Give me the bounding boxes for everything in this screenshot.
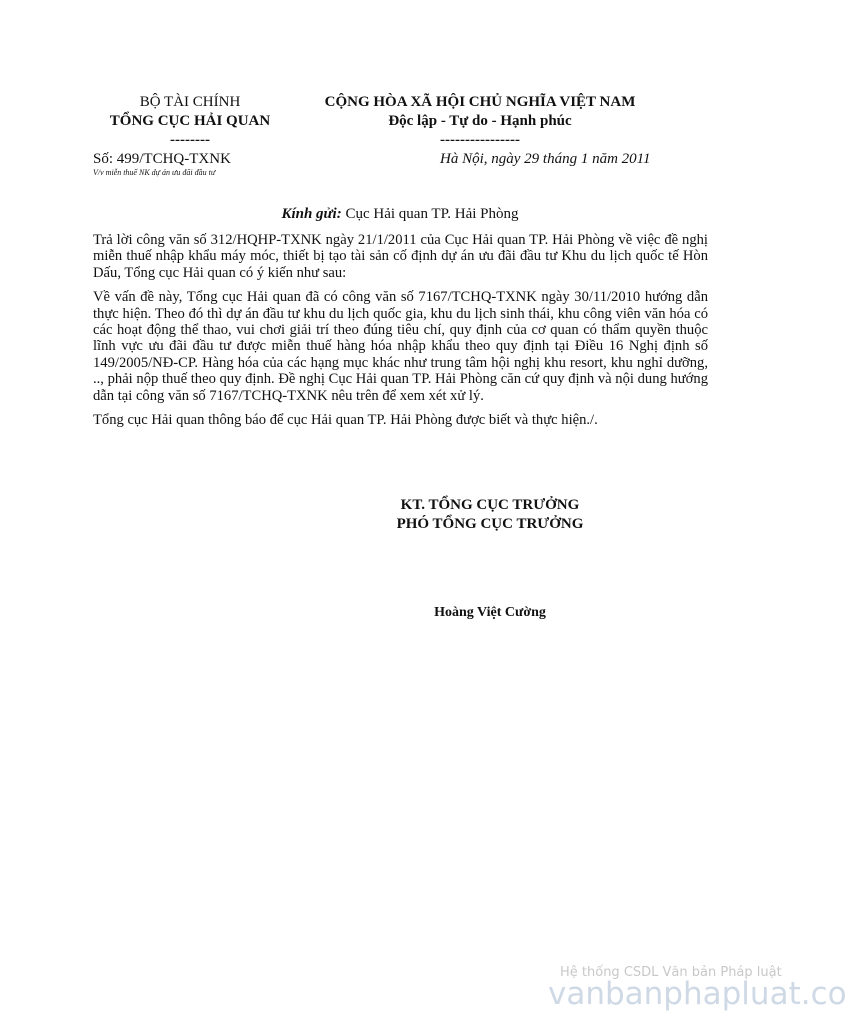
watermark-url: vanbanphapluat.co <box>548 976 847 1012</box>
country-name: CỘNG HÒA XÃ HỘI CHỦ NGHĨA VIỆT NAM <box>324 94 636 110</box>
department-name: TỔNG CỤC HẢI QUAN <box>109 113 271 129</box>
issuer-block <box>80 93 300 150</box>
body-paragraph: Tổng cục Hải quan thông báo để cục Hải quan TP. Hải Phòng được biết và thực hiện./. <box>93 412 598 429</box>
ministry-name: BỘ TÀI CHÍNH <box>139 94 241 110</box>
national-motto: Độc lập - Tự do - Hạnh phúc <box>388 113 572 129</box>
body-paragraph: Về vấn đề này, Tổng cục Hải quan đã có công văn số 7167/TCHQ-TXNK ngày 30/11/2010 hướng dẫn thực hiện. Theo đó thì dự án đầu tư khu du lịch quốc gia, khu du lịch sinh thái, khu công viên văn hóa có các hoạt động thể thao, vui chơi giải trí theo đúng tiêu chí, quy định của cơ quan có thẩm quyền thuộc lĩnh vực ưu đãi đầu tư được miễn thuế hàng hóa nhập khẩu theo quy định tại Điều 16 Nghị định số 149/2005/NĐ-CP. Hàng hóa của các hạng mục khác như trung tâm hội nghị khu resort, khu nghỉ dưỡng, .., phải nộp thuế theo quy định. Đề nghị Cục Hải quan TP. Hải Phòng căn cứ quy định và nội dung hướng dẫn tại công văn số 7167/TCHQ-TXNK nêu trên để xem xét xử lý. <box>93 289 708 404</box>
signature-title-2: PHÓ TỔNG CỤC TRƯỞNG <box>396 516 584 532</box>
document-number: Số: 499/TCHQ-TXNK <box>93 151 231 167</box>
signature-block <box>355 496 625 534</box>
recipient-line <box>0 205 800 223</box>
national-heading-block <box>305 93 655 150</box>
document-header <box>0 93 800 183</box>
recipient-name: Cục Hải quan TP. Hải Phòng <box>341 206 519 222</box>
right-separator: ---------------- <box>440 132 520 148</box>
place-date: Hà Nội, ngày 29 tháng 1 năm 2011 <box>440 151 651 167</box>
body-paragraph: Trả lời công văn số 312/HQHP-TXNK ngày 21/1/2011 của Cục Hải quan TP. Hải Phòng về việc đề nghị miễn thuế nhập khẩu máy móc, thiết bị tạo tài sản cố định dự án ưu đãi đầu tư Khu du lịch quốc tế Hòn Dấu, Tổng cục Hải quan có ý kiến như sau: <box>93 232 708 281</box>
document-subject: V/v miễn thuế NK dự án ưu đãi đầu tư <box>93 168 216 177</box>
letter-body <box>93 232 708 436</box>
signer-name: Hoàng Việt Cường <box>434 605 546 620</box>
left-separator: -------- <box>170 132 210 148</box>
signature-title-1: KT. TỔNG CỤC TRƯỞNG <box>400 497 580 513</box>
recipient-label: Kính gửi: <box>281 206 342 222</box>
watermark-caption: Hệ thống CSDL Văn bản Pháp luật <box>560 965 782 980</box>
